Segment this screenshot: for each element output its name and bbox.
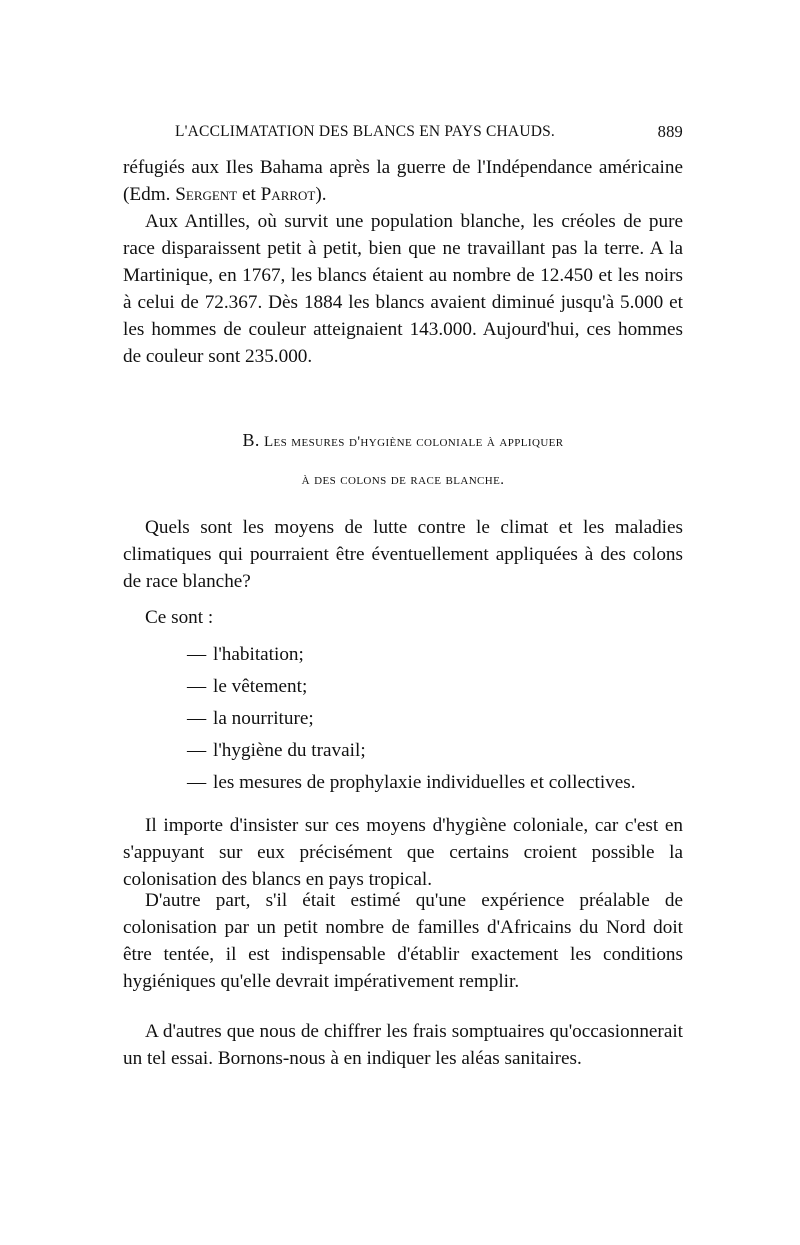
dash-mark: — <box>187 644 207 665</box>
running-header <box>123 118 683 144</box>
dash-mark: — <box>187 772 207 793</box>
dash-mark: — <box>187 708 207 729</box>
paragraph-4-text: Il importe d'insister sur ces moyens d'hygiène coloniale, car c'est en s'appuyant sur eux précisément que certains croient possible la colonisation des blancs en pays tropical. <box>123 815 683 890</box>
section-letter: B. <box>242 430 260 450</box>
paragraph-3 <box>123 514 683 595</box>
page-number: 889 <box>657 122 683 141</box>
paragraph-6 <box>123 1018 683 1072</box>
paragraph-5 <box>123 887 683 995</box>
paragraph-4 <box>123 812 683 893</box>
paragraph-2-text: Aux Antilles, où survit une population blanche, les créoles de pure race disparaissent petit à petit, bien que ne travaillant pas la terre. A la Martinique, en 1767, les blancs étaient au nombre de 12.450 et les noirs à celui de 72.367. Dès 1884 les blancs avaient diminué jusqu'à 5.000 et les hommes de couleur atteignaient 143.000. Aujourd'hui, ces hommes de couleur sont 235.000. <box>123 211 683 367</box>
paragraph-5-text: D'autre part, s'il était estimé qu'une expérience préalable de colonisation par un petit nombre de familles d'Africains du Nord doit être tentée, il est indispensable d'établir exactement les conditions hygiéniques qu'elle devrait impérativement remplir. <box>123 890 683 992</box>
measures-list <box>187 639 687 799</box>
section-heading-line-2: à des colons de race blanche. <box>301 472 505 488</box>
list-intro: Ce sont : <box>145 607 214 628</box>
paragraph-1 <box>123 154 683 208</box>
dash-mark: — <box>187 676 207 697</box>
paragraph-3-text: Quels sont les moyens de lutte contre le climat et les maladies climatiques qui pourraient être éventuellement appliquées à des colons de race blanche? <box>123 517 683 592</box>
paragraph-1-tail: ). <box>315 184 327 205</box>
paragraph-1-text: réfugiés aux Iles Bahama après la guerre de l'Indépendance américaine (Edm. <box>123 157 683 205</box>
section-heading-line-1: Les mesures d'hygiène coloniale à appliquer <box>263 434 564 450</box>
list-item: — l'hygiène du travail; <box>187 735 687 767</box>
author-conjunction: et <box>241 184 256 205</box>
list-item: — l'habitation; <box>187 639 687 671</box>
paragraph-6-text: A d'autres que nous de chiffrer les frais somptuaires qu'occasionnerait un tel essai. Bornons-nous à en indiquer les aléas sanitaires. <box>123 1021 683 1069</box>
section-heading <box>123 428 683 492</box>
list-item: — le vêtement; <box>187 671 687 703</box>
list-item: — les mesures de prophylaxie individuelles et collectives. <box>187 767 687 799</box>
author-parrot: Parrot <box>260 184 316 205</box>
author-sergent: Sergent <box>175 184 238 205</box>
running-title: L'ACCLIMATATION DES BLANCS EN PAYS CHAUDS. <box>175 123 555 140</box>
dash-mark: — <box>187 740 207 761</box>
paragraph-2 <box>123 208 683 370</box>
list-item: — la nourriture; <box>187 703 687 735</box>
